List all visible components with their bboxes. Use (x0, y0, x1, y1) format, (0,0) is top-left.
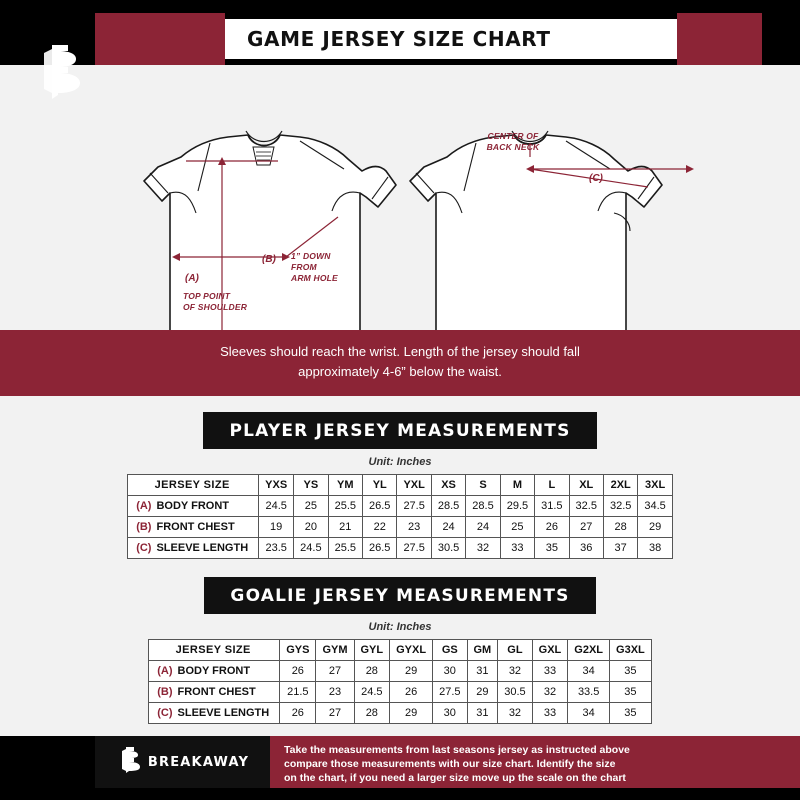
goalie-r1-c3: 26 (390, 682, 433, 703)
goalie-r2-c1: 27 (316, 703, 354, 724)
header-title-box (225, 19, 677, 59)
player-r2-c3: 26.5 (363, 538, 397, 559)
player-col-6: S (466, 475, 500, 496)
goalie-col-7: GXL (532, 640, 568, 661)
goalie-row-1-label (149, 682, 280, 703)
player-r1-c2: 21 (328, 517, 362, 538)
header-bar (0, 13, 800, 65)
goalie-r2-c6: 32 (498, 703, 532, 724)
footer-instructions (270, 736, 786, 788)
footer-line-2: compare those measurements with our size chart. Identify the size (284, 758, 616, 770)
goalie-col-1: GYM (316, 640, 354, 661)
player-r1-c10: 28 (603, 517, 637, 538)
player-row-0-tag: (A) (136, 500, 152, 512)
goalie-r1-c5: 29 (467, 682, 498, 703)
player-r2-c7: 33 (500, 538, 534, 559)
goalie-r1-c4: 27.5 (433, 682, 467, 703)
player-r2-c9: 36 (569, 538, 603, 559)
jersey-diagram-svg (0, 65, 800, 330)
back-jersey (410, 135, 662, 330)
instruction-band (0, 330, 800, 396)
goalie-title-row (0, 559, 800, 614)
player-row-0-label (128, 496, 259, 517)
goalie-r1-c8: 33.5 (568, 682, 610, 703)
player-r0-c4: 27.5 (397, 496, 431, 517)
player-row-0-name: BODY FRONT (156, 500, 229, 512)
footer-line-3: on the chart, if you need a larger size move up the scale on the chart (284, 772, 626, 784)
player-row-1-name: FRONT CHEST (156, 521, 235, 533)
goalie-row-0-name: BODY FRONT (177, 665, 251, 677)
table-row (149, 682, 652, 703)
player-row-1-tag: (B) (136, 521, 152, 533)
table-row (128, 496, 673, 517)
player-r0-c9: 32.5 (569, 496, 603, 517)
player-r1-c0: 19 (259, 517, 294, 538)
player-r2-c5: 30.5 (431, 538, 465, 559)
player-row-2-tag: (C) (136, 542, 152, 554)
goalie-r0-c4: 30 (433, 661, 467, 682)
goalie-col-5: GM (467, 640, 498, 661)
goalie-col-0: GYS (280, 640, 316, 661)
goalie-row-1-tag: (B) (157, 686, 173, 698)
player-r1-c11: 29 (638, 517, 672, 538)
header-right-black-block (762, 13, 800, 65)
goalie-col-8: G2XL (568, 640, 610, 661)
player-r2-c2: 25.5 (328, 538, 362, 559)
player-r2-c4: 27.5 (397, 538, 431, 559)
player-r2-c0: 23.5 (259, 538, 294, 559)
goalie-r2-c2: 28 (354, 703, 390, 724)
goalie-r1-c0: 21.5 (280, 682, 316, 703)
goalie-r0-c1: 27 (316, 661, 354, 682)
footer-left-black-block (0, 736, 95, 788)
goalie-r0-c0: 26 (280, 661, 316, 682)
player-row-2-label (128, 538, 259, 559)
goalie-col-4: GS (433, 640, 467, 661)
goalie-r1-c9: 35 (610, 682, 652, 703)
player-col-5: XS (431, 475, 465, 496)
player-header-label: JERSEY SIZE (128, 475, 259, 496)
goalie-row-2-label (149, 703, 280, 724)
player-r0-c0: 24.5 (259, 496, 294, 517)
player-r1-c9: 27 (569, 517, 603, 538)
goalie-r0-c5: 31 (467, 661, 498, 682)
goalie-r2-c4: 30 (433, 703, 467, 724)
goalie-col-2: GYL (354, 640, 390, 661)
player-title-row (0, 396, 800, 449)
player-r1-c4: 23 (397, 517, 431, 538)
instruction-line-2: approximately 4-6” below the waist. (298, 364, 502, 379)
player-col-1: YS (294, 475, 328, 496)
player-measurements-table (127, 474, 673, 559)
goalie-row-2-name: SLEEVE LENGTH (177, 707, 270, 719)
player-row-1-label (128, 517, 259, 538)
footer-bar (0, 736, 800, 788)
player-r2-c6: 32 (466, 538, 500, 559)
page-title: GAME JERSEY SIZE CHART (247, 27, 551, 51)
player-r0-c6: 28.5 (466, 496, 500, 517)
player-row-2-name: SLEEVE LENGTH (156, 542, 249, 554)
player-col-0: YXS (259, 475, 294, 496)
table-row (128, 538, 673, 559)
footer-right-edge (786, 736, 800, 788)
player-r1-c7: 25 (500, 517, 534, 538)
table-header-row (128, 475, 673, 496)
footer-brand (95, 736, 270, 788)
breakaway-logo-icon (22, 41, 94, 103)
player-section-title: PLAYER JERSEY MEASUREMENTS (203, 412, 596, 449)
player-r1-c6: 24 (466, 517, 500, 538)
player-r2-c8: 35 (535, 538, 569, 559)
table-header-row (149, 640, 652, 661)
goalie-row-1-name: FRONT CHEST (177, 686, 256, 698)
note-one-inch-down: 1” DOWN FROM ARM HOLE (291, 251, 338, 283)
player-col-9: XL (569, 475, 603, 496)
goalie-r2-c0: 26 (280, 703, 316, 724)
header-maroon-block (95, 13, 225, 65)
goalie-row-0-label (149, 661, 280, 682)
goalie-section-title: GOALIE JERSEY MEASUREMENTS (204, 577, 595, 614)
player-r2-c1: 24.5 (294, 538, 328, 559)
player-r2-c10: 37 (603, 538, 637, 559)
goalie-r1-c7: 32 (532, 682, 568, 703)
goalie-r0-c9: 35 (610, 661, 652, 682)
player-col-10: 2XL (603, 475, 637, 496)
note-center-back-neck: CENTER OF BACK NECK (486, 131, 540, 152)
player-r0-c7: 29.5 (500, 496, 534, 517)
player-unit-label: Unit: Inches (368, 456, 432, 468)
goalie-header-label: JERSEY SIZE (149, 640, 280, 661)
note-top-point-of-shoulder: TOP POINT OF SHOULDER (183, 291, 248, 312)
goalie-r2-c5: 31 (467, 703, 498, 724)
goalie-r1-c1: 23 (316, 682, 354, 703)
jersey-illustrations (0, 65, 800, 330)
player-r0-c5: 28.5 (431, 496, 465, 517)
goalie-col-3: GYXL (390, 640, 433, 661)
sheet (0, 13, 800, 788)
goalie-r0-c8: 34 (568, 661, 610, 682)
table-row (149, 661, 652, 682)
player-col-8: L (535, 475, 569, 496)
goalie-r2-c7: 33 (532, 703, 568, 724)
goalie-r0-c6: 32 (498, 661, 532, 682)
goalie-measurements-table (148, 639, 652, 724)
player-r2-c11: 38 (638, 538, 672, 559)
player-col-11: 3XL (638, 475, 672, 496)
player-col-2: YM (328, 475, 362, 496)
player-r1-c5: 24 (431, 517, 465, 538)
header-right-maroon-block (677, 13, 762, 65)
marker-c: (C) (589, 173, 603, 184)
table-row (149, 703, 652, 724)
instruction-line-1: Sleeves should reach the wrist. Length of the jersey should fall (220, 344, 580, 359)
table-row (128, 517, 673, 538)
goalie-unit-label: Unit: Inches (368, 621, 432, 633)
player-r0-c10: 32.5 (603, 496, 637, 517)
goalie-table-wrap (0, 639, 800, 724)
goalie-row-0-tag: (A) (157, 665, 173, 677)
player-r0-c8: 31.5 (535, 496, 569, 517)
goalie-r2-c9: 35 (610, 703, 652, 724)
player-col-4: YXL (397, 475, 431, 496)
goalie-r1-c6: 30.5 (498, 682, 532, 703)
goalie-r2-c3: 29 (390, 703, 433, 724)
goalie-col-6: GL (498, 640, 532, 661)
goalie-r0-c3: 29 (390, 661, 433, 682)
player-r0-c11: 34.5 (638, 496, 672, 517)
player-r1-c1: 20 (294, 517, 328, 538)
marker-a: (A) (185, 273, 199, 284)
player-r0-c1: 25 (294, 496, 328, 517)
player-r0-c3: 26.5 (363, 496, 397, 517)
player-col-7: M (500, 475, 534, 496)
goalie-row-2-tag: (C) (157, 707, 173, 719)
footer-line-1: Take the measurements from last seasons jersey as instructed above (284, 744, 630, 756)
player-r1-c8: 26 (535, 517, 569, 538)
goalie-r1-c2: 24.5 (354, 682, 390, 703)
player-table-wrap (0, 474, 800, 559)
marker-b: (B) (262, 254, 276, 265)
goalie-r0-c7: 33 (532, 661, 568, 682)
breakaway-logo-small-icon (116, 745, 142, 780)
goalie-col-9: G3XL (610, 640, 652, 661)
player-r0-c2: 25.5 (328, 496, 362, 517)
footer-brand-name: BREAKAWAY (147, 754, 250, 770)
goalie-r0-c2: 28 (354, 661, 390, 682)
player-col-3: YL (363, 475, 397, 496)
player-r1-c3: 22 (363, 517, 397, 538)
goalie-r2-c8: 34 (568, 703, 610, 724)
